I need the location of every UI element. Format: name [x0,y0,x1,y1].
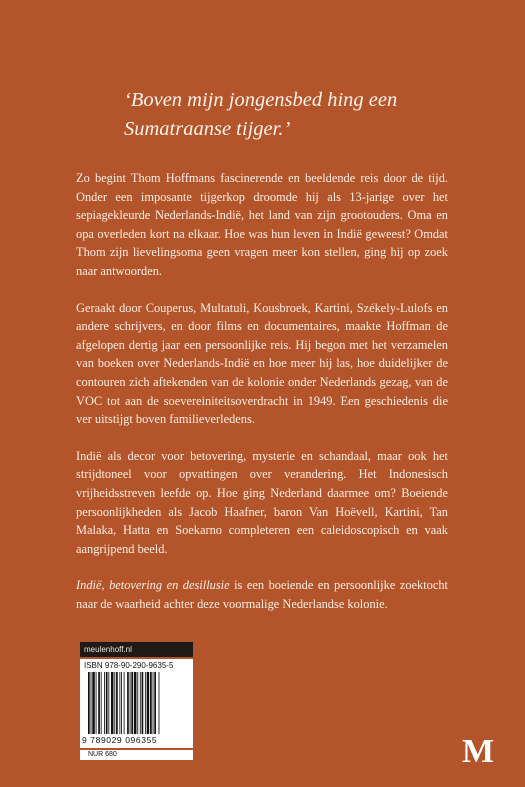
quote-line-2: Sumatraanse tijger.’ [124,118,291,140]
nur-code: NUR 680 [80,750,193,760]
publisher-url: meulenhoff.nl [80,642,193,657]
barcode-bars [88,672,187,736]
blurb-paragraph-3: Indië als decor voor betovering, mysterie en schandaal, maar ook het strijdtoneel voor opvattingen over verandering. Het Indonesisch vrijheidsstreven leefde op. Hoe ging Nederland daarmee om? Boeiende persoonlijkheden als Jacob Haafner, baron Van Hoëvell, Kartini, Tan Malaka, Hatta en Soekarno completeren een caleidoscopisch en vaak aangrijpend beeld. [76,448,448,556]
blurb-paragraph-2: Geraakt door Couperus, Multatuli, Kousbroek, Kartini, Székely-Lulofs en andere schrijvers, en door films en documentaires, maakte Hoffman de afgelopen dertig jaar een persoonlijke reis. Hij begon met het verzamelen van boeken over Nederlands-Indië en hoe meer hij las, hoe duidelijker de contouren zich aftekenden van de kolonie onder Nederlands gezag, van de VOC tot aan de soevereiniteitsoverdracht in 1949. Een geschiedenis die ver uitstijgt boven familieverledens. [76,300,448,427]
opening-quote [124,86,454,144]
blurb-text [76,169,448,631]
isbn-box [80,659,193,748]
meulenhoff-logo: M [462,733,495,770]
isbn-digits: 9 789029 096355 [82,735,158,745]
book-title-italic: Indië, betovering en desillusie [76,578,230,593]
blurb-paragraph-4-rest: is een boeiende en persoonlijke zoektocht naar de waarheid achter deze voormalige Nederlandse kolonie. [76,578,448,611]
barcode-block [80,642,193,760]
quote-line-1: ‘Boven mijn jongensbed hing een [124,89,398,111]
blurb-paragraph-1: Zo begint Thom Hoffmans fascinerende en beeldende reis door de tijd. Onder een imposante tijgerkop droomde hij als 13-jarige over het sepiagekleurde Nederlands-Indië, het land van zijn grootouders. Oma en opa overleden kort na elkaar. Hoe was hun leven in Indië geweest? Omdat Thom zijn lievelingsoma geen vragen meer kon stellen, ging hij op zoek naar antwoorden. [76,171,448,278]
isbn-label: ISBN 978-90-290-9635-5 [84,661,174,670]
blurb-paragraph-4 [76,576,448,613]
